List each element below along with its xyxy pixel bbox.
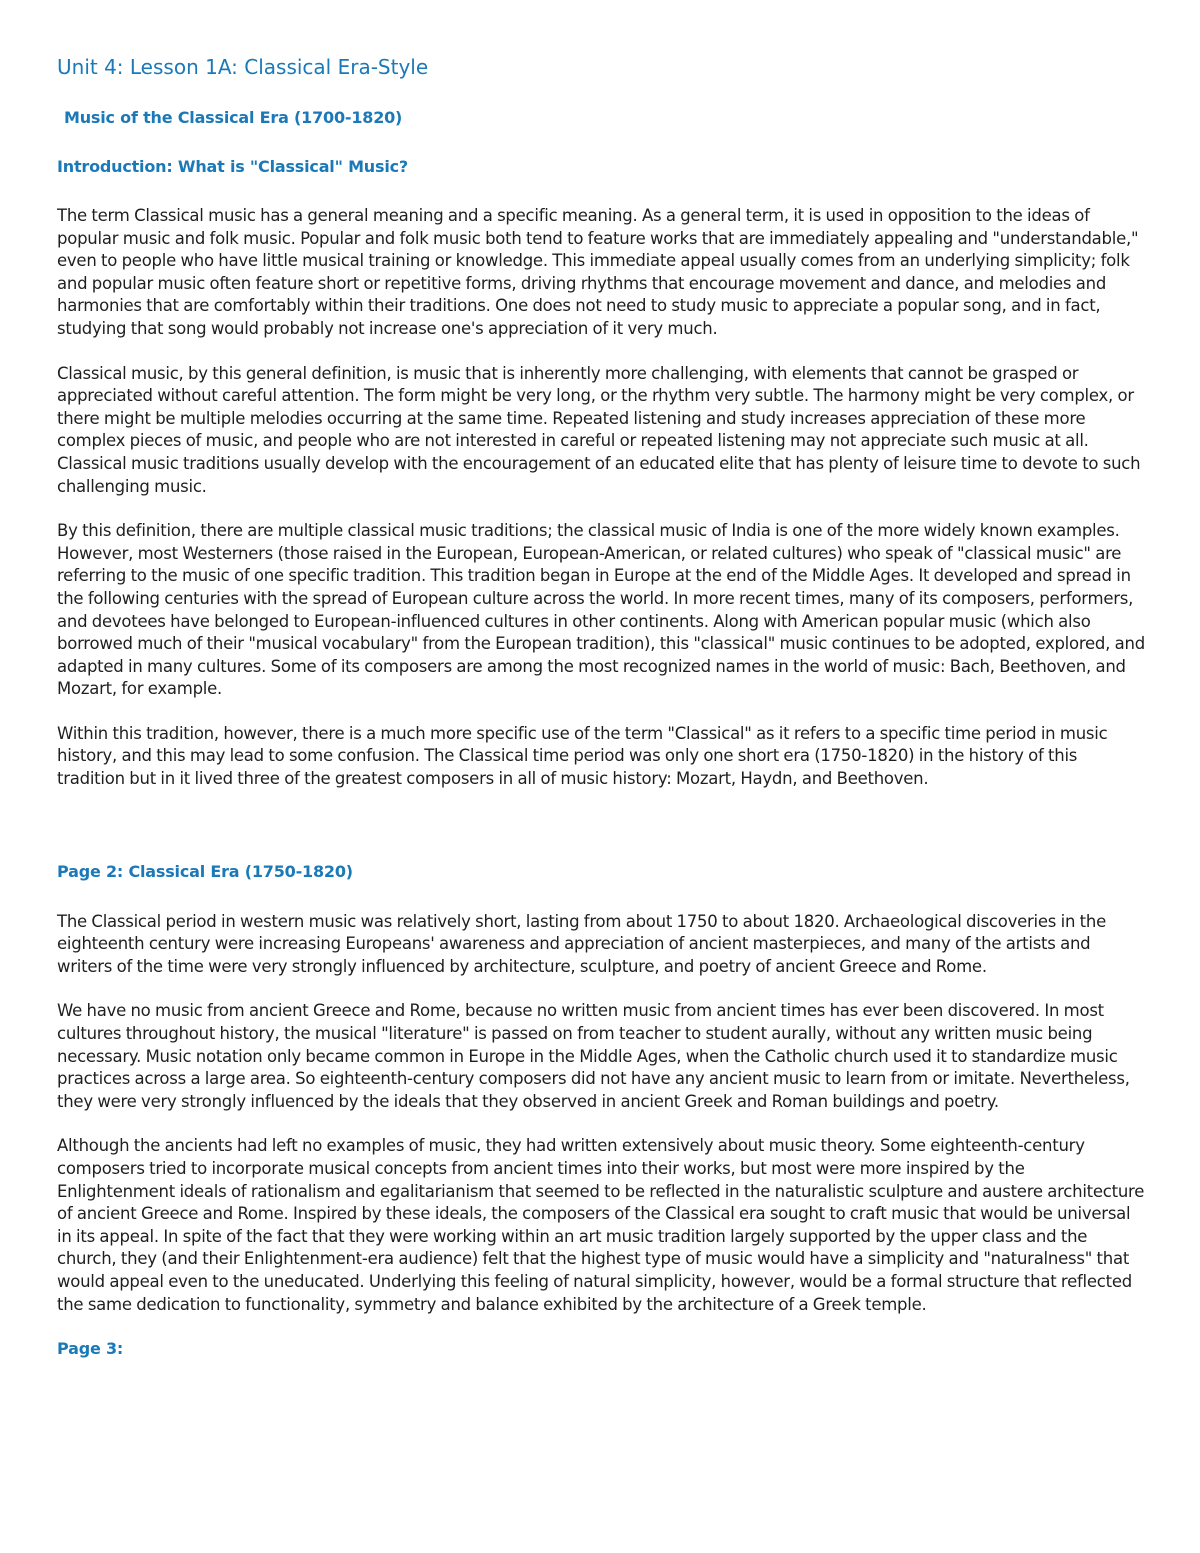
- intro-paragraph-1: The term Classical music has a general meaning and a specific meaning. As a general term, it is used in opposition to the ideas of popular music and folk music. Popular and folk music both tend to feature works that are immediately appealing and "understandable," even to people who have little musical training or knowledge. This immediate appeal usually comes from an underlying simplicity; folk and popular music often feature short or repetitive forms, driving rhythms that encourage movement and dance, and melodies and harmonies that are comfortably within their traditions. One does not need to study music to appreciate a popular song, and in fact, studying that song would probably not increase one's appreciation of it very much.: [57, 206, 1139, 338]
- heading-page-3: Page 3:: [57, 1339, 124, 1359]
- heading-introduction: Introduction: What is "Classical" Music?: [57, 157, 408, 176]
- intro-paragraph-4: Within this tradition, however, there is a much more specific use of the term "Classical" as it refers to a specific time period in music history, and this may lead to some confusion. The Classical time period was only one short era (1750-1820) in the history of this tradition but in it lived three of the greatest composers in all of music history: Mozart, Haydn, and Beethoven.: [57, 723, 1108, 789]
- intro-paragraph-2: Classical music, by this general definition, is music that is inherently more challenging, with elements that cannot be grasped or appreciated without careful attention. The form might be very long, or the rhythm very subtle. The harmony might be very complex, or there might be multiple melodies occurring at the same time. Repeated listening and study increases appreciation of these more complex pieces of music, and people who are not interested in careful or repeated listening may not appreciate such music at all. Classical music traditions usually develop with the encouragement of an educated elite that has plenty of leisure time to devote to such challenging music.: [57, 363, 1141, 496]
- page2-paragraph-1: The Classical period in western music was relatively short, lasting from about 1750 to about 1820. Archaeological discoveries in the eighteenth century were increasing Europeans' awareness and appreciation of ancient masterpieces, and many of the artists and writers of the time were very strongly influenced by architecture, sculpture, and poetry of ancient Greece and Rome.: [57, 911, 1106, 976]
- heading-page-2: Page 2: Classical Era (1750-1820): [57, 861, 353, 881]
- intro-paragraph-3: By this definition, there are multiple classical music traditions; the classical music of India is one of the more widely known examples. However, most Westerners (those raised in the European, European-American, or related cultures) who speak of "classical music" are referring to the music of one specific tradition. This tradition began in Europe at the end of the Middle Ages. It developed and spread in the following centuries with the spread of European culture across the world. In more recent times, many of its composers, performers, and devotees have belonged to European-influenced cultures in other continents. Along with American popular music (which also borrowed much of their "musical vocabulary" from the European tradition), this "classical" music continues to be adopted, explored, and adapted in many cultures. Some of its composers are among the most recognized names in the world of music: Bach, Beethoven, and Mozart, for example.: [57, 521, 1145, 699]
- document-page: [57, 52, 1147, 1360]
- page2-paragraph-3: Although the ancients had left no examples of music, they had written extensively about music theory. Some eighteenth-century composers tried to incorporate musical concepts from ancient times into their works, but most were more inspired by the Enlightenment ideals of rationalism and egalitarianism that seemed to be reflected in the naturalistic sculpture and austere architecture of ancient Greece and Rome. Inspired by these ideals, the composers of the Classical era sought to craft music that would be universal in its appeal. In spite of the fact that they were working within an art music tradition largely supported by the upper class and the church, they (and their Enlightenment-era audience) felt that the highest type of music would have a simplicity and "naturalness" that would appeal even to the uneducated. Underlying this feeling of natural simplicity, however, would be a formal structure that reflected the same dedication to functionality, symmetry and balance exhibited by the architecture of a Greek temple.: [57, 1136, 1145, 1314]
- heading-music-classical-era: Music of the Classical Era (1700-1820): [64, 108, 403, 127]
- unit-title: Unit 4: Lesson 1A: Classical Era-Style: [57, 55, 429, 79]
- page2-paragraph-2: We have no music from ancient Greece and Rome, because no written music from ancient times has ever been discovered. In most cultures throughout history, the musical "literature" is passed on from teacher to student aurally, without any written music being necessary. Music notation only became common in Europe in the Middle Ages, when the Catholic church used it to standardize music practices across a large area. So eighteenth-century composers did not have any ancient music to learn from or imitate. Nevertheless, they were very strongly influenced by the ideals that they observed in ancient Greek and Roman buildings and poetry.: [57, 1001, 1130, 1111]
